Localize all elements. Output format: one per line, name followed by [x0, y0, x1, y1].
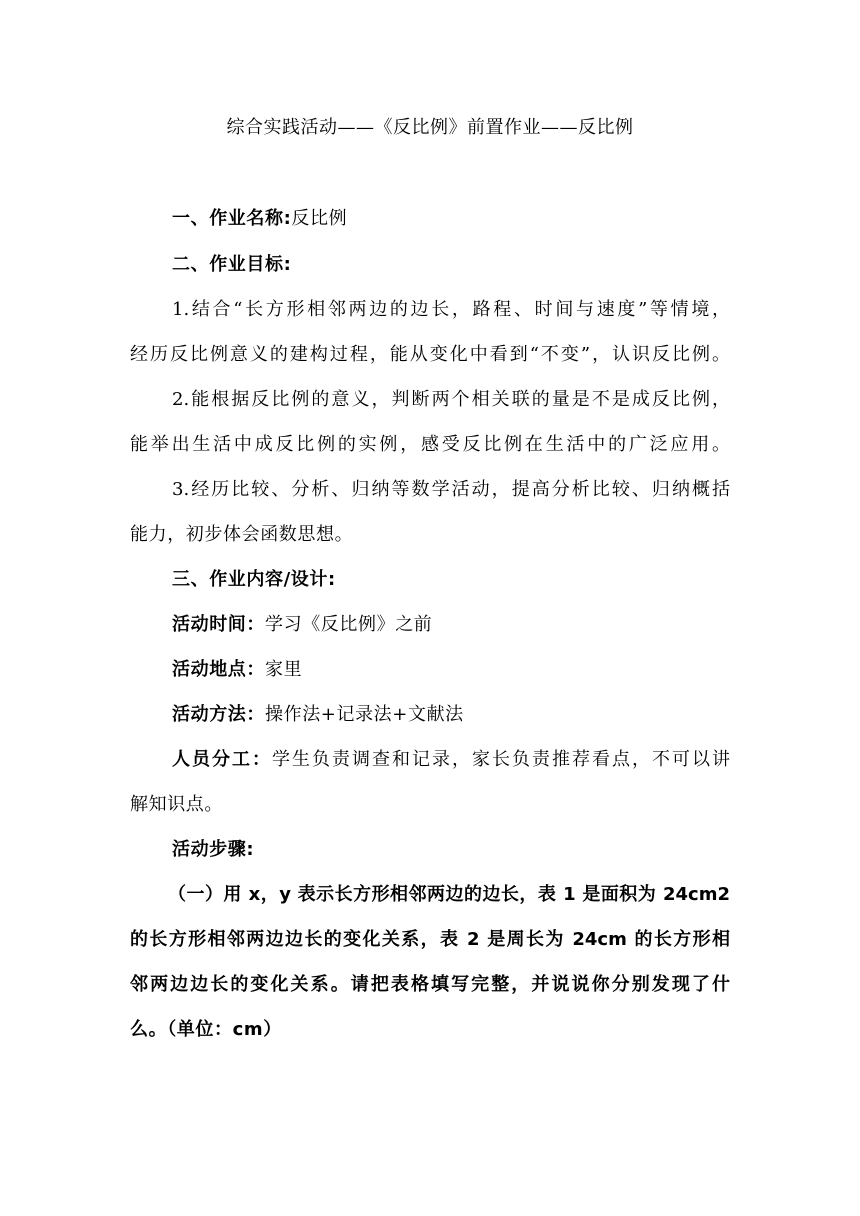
section-homework-name-label: 一、作业名称: — [172, 208, 292, 229]
section-homework-name — [172, 205, 347, 233]
activity-time-label: 活动时间： — [172, 614, 265, 635]
activity-place — [172, 656, 302, 684]
goal-3-line-2: 能力，初步体会函数思想。 — [130, 524, 354, 545]
activity-place-value: 家里 — [265, 659, 303, 680]
goal-1-line-2: 经历反比例意义的建构过程，能从变化中看到“不变”，认识反比例。 — [130, 344, 730, 365]
step-1-line-1: （一）用 x，y 表示长方形相邻两边的边长，表 1 是面积为 24cm2 — [168, 884, 730, 905]
staffing-line-2: 解知识点。 — [130, 794, 223, 815]
section-homework-goals-label: 二、作业目标: — [172, 254, 292, 275]
goal-2-line-1: 2.能根据反比例的意义，判断两个相关联的量是不是成反比例， — [172, 389, 730, 410]
activity-steps-label: 活动步骤: — [172, 839, 255, 860]
goal-1-line-1: 1.结合“长方形相邻两边的边长，路程、时间与速度”等情境， — [172, 299, 730, 320]
activity-place-label: 活动地点： — [172, 659, 265, 680]
step-1-line-4: 么。（单位：cm） — [130, 1019, 282, 1040]
section-homework-content-label: 三、作业内容/设计: — [172, 569, 336, 590]
activity-method — [172, 701, 464, 729]
activity-time — [172, 611, 432, 639]
activity-method-label: 活动方法： — [172, 704, 265, 725]
activity-time-value: 学习《反比例》之前 — [265, 614, 433, 635]
section-homework-name-value: 反比例 — [291, 208, 348, 229]
step-1-line-2: 的长方形相邻两边边长的变化关系，表 2 是周长为 24cm 的长方形相 — [130, 929, 730, 950]
activity-method-value: 操作法+记录法+文献法 — [265, 704, 464, 725]
goal-3-line-1: 3.经历比较、分析、归纳等数学活动，提高分析比较、归纳概括 — [172, 479, 730, 500]
staffing-label: 人员分工： — [172, 749, 272, 770]
goal-2-line-2: 能举出生活中成反比例的实例，感受反比例在生活中的广泛应用。 — [130, 434, 730, 455]
staffing-value-line-1: 学生负责调查和记录，家长负责推荐看点，不可以讲 — [272, 749, 730, 770]
step-1-line-3: 邻两边边长的变化关系。请把表格填写完整，并说说你分别发现了什 — [130, 974, 730, 995]
staffing-line-1 — [172, 746, 730, 774]
document-title: 综合实践活动——《反比例》前置作业——反比例 — [226, 117, 634, 138]
